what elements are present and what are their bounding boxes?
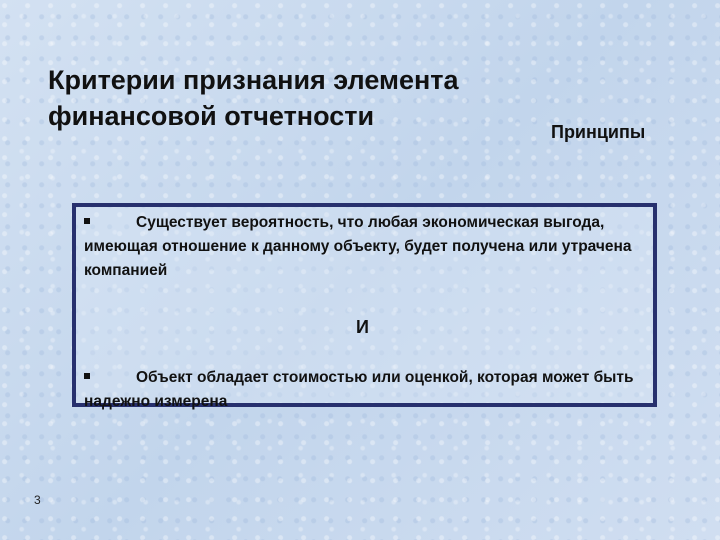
criterion-text: Объект обладает стоимостью или оценкой, которая может быть надежно измерена (84, 369, 634, 410)
slide-title: Критерии признания элемента финансовой отчетности (48, 65, 459, 131)
bullet-icon (84, 373, 90, 379)
criteria-box (72, 203, 657, 410)
criterion-text: Существует вероятность, что любая экономическая выгода, имеющая отношение к данному объекту, будет получена или утрачена компанией (84, 214, 632, 279)
conjunction-label: И (356, 317, 369, 337)
criterion-item (84, 211, 659, 283)
bullet-icon (84, 218, 90, 224)
criterion-item (84, 366, 659, 414)
page-number: 3 (34, 493, 41, 507)
slide-subtitle: Принципы (551, 122, 646, 142)
